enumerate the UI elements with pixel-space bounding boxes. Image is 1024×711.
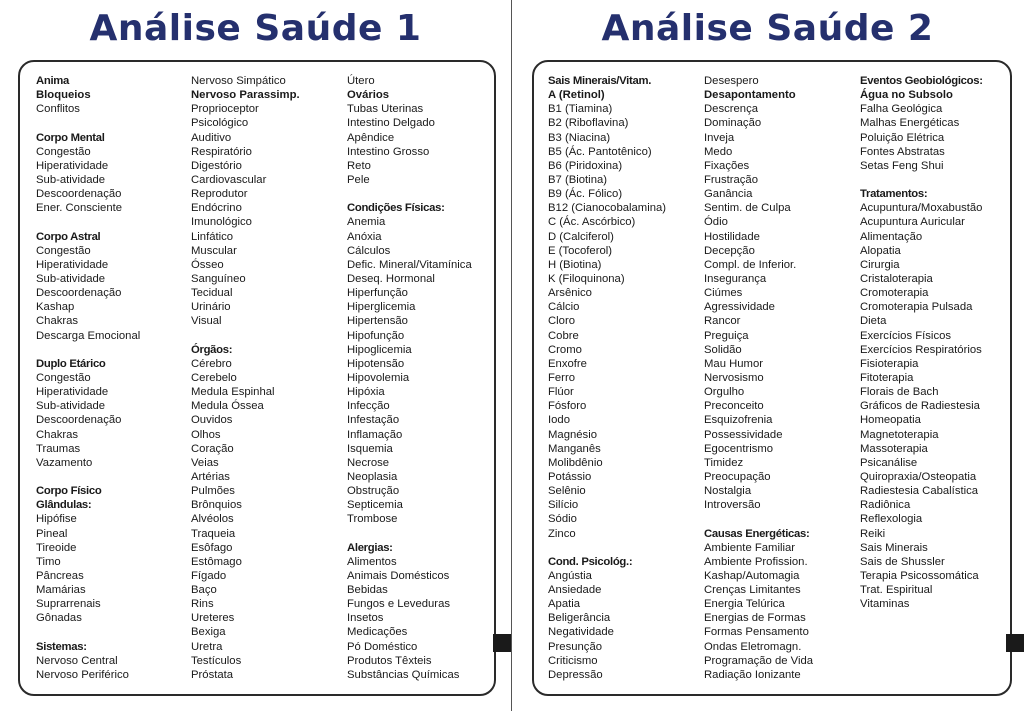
list-item: Auditivo bbox=[191, 131, 232, 144]
section-heading: Alergias: bbox=[347, 541, 393, 554]
list-item: Ureteres bbox=[191, 612, 235, 625]
list-item: B3 (Niacina) bbox=[548, 131, 611, 144]
list-item: E (Tocoferol) bbox=[548, 244, 613, 257]
section-heading: Condições Físicas: bbox=[347, 202, 445, 215]
list-item: H (Biotina) bbox=[548, 258, 602, 271]
list-item: Tubas Uterinas bbox=[347, 103, 424, 116]
list-item: Flúor bbox=[548, 386, 574, 399]
list-item: Silício bbox=[548, 499, 579, 512]
list-item: Negatividade bbox=[548, 626, 614, 639]
list-item: Hipotensão bbox=[347, 357, 405, 370]
list-item: Hostilidade bbox=[704, 230, 760, 243]
list-item: Intestino Grosso bbox=[347, 145, 430, 158]
list-item: Hipoglicemia bbox=[347, 343, 412, 356]
list-item: Sódio bbox=[548, 513, 577, 526]
list-item: Terapia Psicossomática bbox=[860, 569, 979, 582]
list-item: Suprarrenais bbox=[36, 598, 101, 611]
spacer bbox=[860, 173, 983, 187]
list-item: Acupuntura/Moxabustão bbox=[860, 202, 983, 215]
list-item: Nervosismo bbox=[704, 371, 764, 384]
list-item: Hiperatividade bbox=[36, 386, 109, 399]
list-item: Dieta bbox=[860, 315, 887, 328]
list-item: Cromoterapia bbox=[860, 287, 929, 300]
list-item: Hipertensão bbox=[347, 315, 408, 328]
list-item: Hiperatividade bbox=[36, 258, 109, 271]
list-item: Nervoso Parassimp. bbox=[191, 89, 300, 102]
list-item: Pulmões bbox=[191, 485, 235, 498]
spacer bbox=[36, 470, 140, 484]
list-item: Energia Telúrica bbox=[704, 598, 785, 611]
list-item: Congestão bbox=[36, 244, 91, 257]
list-item: Descoordenação bbox=[36, 287, 122, 300]
spacer bbox=[36, 343, 140, 357]
list-item: Necrose bbox=[347, 456, 390, 469]
list-item: Cálcio bbox=[548, 301, 580, 314]
list-item: Descoordenação bbox=[36, 188, 122, 201]
list-item: Trombose bbox=[347, 513, 398, 526]
list-item: Sais de Shussler bbox=[860, 555, 945, 568]
list-item: Nervoso Central bbox=[36, 654, 118, 667]
list-item: Urinário bbox=[191, 301, 231, 314]
list-item: Traqueia bbox=[191, 527, 236, 540]
list-item: Compl. de Inferior. bbox=[704, 258, 797, 271]
list-item: Iodo bbox=[548, 414, 570, 427]
list-item: Cloro bbox=[548, 315, 575, 328]
list-item: Zinco bbox=[548, 527, 576, 540]
list-item: Anemia bbox=[347, 216, 386, 229]
list-item: A (Retinol) bbox=[548, 89, 605, 102]
spacer bbox=[36, 625, 140, 639]
list-item: Útero bbox=[347, 75, 375, 87]
list-item: B7 (Biotina) bbox=[548, 173, 608, 186]
list-item: Coração bbox=[191, 442, 234, 455]
list-item: Uretra bbox=[191, 640, 223, 653]
list-item: Sub-atividade bbox=[36, 173, 106, 186]
list-item: Angústia bbox=[548, 569, 592, 582]
list-item: Baço bbox=[191, 584, 217, 597]
list-item: Septicemia bbox=[347, 499, 403, 512]
list-item: Sanguíneo bbox=[191, 272, 246, 285]
list-item: Neoplasia bbox=[347, 470, 398, 483]
section-heading: Sais Minerais/Vitam. bbox=[548, 75, 652, 87]
list-item: Inflamação bbox=[347, 428, 403, 441]
list-item: Depressão bbox=[548, 668, 603, 681]
spacer bbox=[548, 541, 666, 555]
checklist-column bbox=[347, 74, 472, 682]
list-item: Molibdênio bbox=[548, 456, 603, 469]
list-item: Estômago bbox=[191, 555, 242, 568]
list-item: Obstrução bbox=[347, 485, 400, 498]
list-item: Formas Pensamento bbox=[704, 626, 809, 639]
list-item: Reprodutor bbox=[191, 188, 248, 201]
list-item: Alvéolos bbox=[191, 513, 234, 526]
list-item: B5 (Ác. Pantotênico) bbox=[548, 145, 652, 158]
list-item: Água no Subsolo bbox=[860, 89, 953, 102]
list-item: Ambiente Profission. bbox=[704, 555, 808, 568]
list-item: Descrença bbox=[704, 103, 758, 116]
list-item: Poluição Elétrica bbox=[860, 131, 945, 144]
spacer bbox=[36, 116, 140, 130]
list-item: Arsênico bbox=[548, 287, 592, 300]
page-edge-marker bbox=[493, 634, 511, 652]
list-item: Bloqueios bbox=[36, 89, 91, 102]
list-item: Congestão bbox=[36, 145, 91, 158]
list-item: Mau Humor bbox=[704, 357, 764, 370]
section-heading: Anima bbox=[36, 75, 70, 87]
list-item: Hipófise bbox=[36, 513, 77, 526]
list-item: Cirurgia bbox=[860, 258, 900, 271]
page-edge-marker bbox=[1006, 634, 1024, 652]
section-heading: Cond. Psicológ.: bbox=[548, 555, 633, 568]
page-analise-saude-1 bbox=[0, 0, 511, 711]
spacer bbox=[704, 512, 813, 526]
list-item: Tecidual bbox=[191, 287, 233, 300]
list-item: Cristaloterapia bbox=[860, 272, 933, 285]
list-item: Manganês bbox=[548, 442, 601, 455]
list-item: Timo bbox=[36, 555, 61, 568]
list-item: Ondas Eletromagn. bbox=[704, 640, 802, 653]
list-item: Radiação Ionizante bbox=[704, 668, 801, 681]
list-item: Ferro bbox=[548, 371, 575, 384]
list-item: Congestão bbox=[36, 371, 91, 384]
section-heading: Corpo Astral bbox=[36, 230, 101, 243]
list-item: Homeopatia bbox=[860, 414, 921, 427]
list-item: Psicológico bbox=[191, 117, 249, 130]
list-item: Quiropraxia/Osteopatia bbox=[860, 470, 977, 483]
list-item: Cérebro bbox=[191, 357, 232, 370]
list-item: Gônadas bbox=[36, 612, 82, 625]
list-item: Fitoterapia bbox=[860, 371, 914, 384]
list-item: Introversão bbox=[704, 499, 761, 512]
list-item: Reflexologia bbox=[860, 513, 923, 526]
section-heading: Causas Energéticas: bbox=[704, 527, 810, 540]
list-item: Fungos e Leveduras bbox=[347, 598, 450, 611]
list-item: Pâncreas bbox=[36, 569, 84, 582]
list-item: Hipovolemia bbox=[347, 371, 410, 384]
list-item: Artérias bbox=[191, 470, 230, 483]
list-item: Nervoso Periférico bbox=[36, 668, 129, 681]
list-item: Anóxia bbox=[347, 230, 382, 243]
list-item: Bebidas bbox=[347, 584, 388, 597]
list-item: Beligerância bbox=[548, 612, 611, 625]
list-item: Falha Geológica bbox=[860, 103, 943, 116]
list-item: Desapontamento bbox=[704, 89, 796, 102]
list-item: Acupuntura Auricular bbox=[860, 216, 965, 229]
list-item: Bexiga bbox=[191, 626, 226, 639]
list-item: Descarga Emocional bbox=[36, 329, 141, 342]
list-item: Rins bbox=[191, 598, 214, 611]
list-item: Vazamento bbox=[36, 456, 93, 469]
list-item: Sub-atividade bbox=[36, 400, 106, 413]
list-item: Decepção bbox=[704, 244, 755, 257]
list-item: Tireoide bbox=[36, 541, 77, 554]
list-item: Alimentação bbox=[860, 230, 923, 243]
list-item: B12 (Cianocobalamina) bbox=[548, 202, 667, 215]
list-item: C (Ác. Ascórbico) bbox=[548, 216, 636, 229]
list-item: Cobre bbox=[548, 329, 579, 342]
list-item: Cromo bbox=[548, 343, 582, 356]
list-item: Psicanálise bbox=[860, 456, 918, 469]
checklist-column bbox=[704, 74, 813, 682]
list-item: Substâncias Químicas bbox=[347, 668, 460, 681]
list-item: Energias de Formas bbox=[704, 612, 806, 625]
list-item: Fígado bbox=[191, 569, 227, 582]
list-item: Respiratório bbox=[191, 145, 252, 158]
list-item: Ener. Consciente bbox=[36, 202, 123, 215]
list-item: Radiônica bbox=[860, 499, 911, 512]
list-item: Veias bbox=[191, 456, 219, 469]
list-item: Fixações bbox=[704, 159, 750, 172]
spacer bbox=[36, 215, 140, 229]
list-item: Hiperfunção bbox=[347, 287, 408, 300]
list-item: Preguiça bbox=[704, 329, 749, 342]
list-item: Cálculos bbox=[347, 244, 391, 257]
spacer bbox=[347, 527, 472, 541]
list-item: Rancor bbox=[704, 315, 741, 328]
list-item: Hipóxia bbox=[347, 386, 385, 399]
list-item: Esôfago bbox=[191, 541, 233, 554]
list-item: Digestório bbox=[191, 159, 242, 172]
list-item: Reiki bbox=[860, 527, 886, 540]
list-item: Timidez bbox=[704, 456, 744, 469]
list-item: Setas Feng Shui bbox=[860, 159, 944, 172]
spacer bbox=[191, 329, 300, 343]
list-item: Ganância bbox=[704, 188, 753, 201]
list-item: Sais Minerais bbox=[860, 541, 928, 554]
list-item: Solidão bbox=[704, 343, 742, 356]
list-item: Frustração bbox=[704, 173, 758, 186]
list-item: Infecção bbox=[347, 400, 390, 413]
list-item: Isquemia bbox=[347, 442, 393, 455]
page-title: Análise Saúde 2 bbox=[601, 8, 934, 49]
checklist-column bbox=[860, 74, 983, 611]
list-item: Fósforo bbox=[548, 400, 587, 413]
section-heading: Corpo Físico bbox=[36, 485, 102, 498]
section-heading: Corpo Mental bbox=[36, 131, 105, 144]
list-item: Trat. Espiritual bbox=[860, 584, 933, 597]
list-item: Testículos bbox=[191, 654, 242, 667]
checklist-panel bbox=[532, 60, 1012, 696]
section-heading: Glândulas: bbox=[36, 499, 92, 512]
list-item: Imunológico bbox=[191, 216, 252, 229]
list-item: Egocentrismo bbox=[704, 442, 774, 455]
list-item: Insegurança bbox=[704, 272, 767, 285]
list-item: Ciúmes bbox=[704, 287, 743, 300]
list-item: Endócrino bbox=[191, 202, 242, 215]
list-item: Massoterapia bbox=[860, 442, 928, 455]
checklist-column bbox=[548, 74, 666, 682]
list-item: Ósseo bbox=[191, 258, 224, 271]
list-item: Reto bbox=[347, 159, 371, 172]
list-item: Visual bbox=[191, 315, 222, 328]
list-item: Hipofunção bbox=[347, 329, 405, 342]
list-item: Pineal bbox=[36, 527, 68, 540]
list-item: Fisioterapia bbox=[860, 357, 919, 370]
section-heading: Órgãos: bbox=[191, 343, 233, 356]
list-item: K (Filoquinona) bbox=[548, 272, 625, 285]
list-item: Exercícios Respiratórios bbox=[860, 343, 982, 356]
list-item: Descoordenação bbox=[36, 414, 122, 427]
list-item: Chakras bbox=[36, 428, 79, 441]
list-item: Nostalgia bbox=[704, 485, 752, 498]
list-item: B9 (Ác. Fólico) bbox=[548, 188, 623, 201]
spacer bbox=[347, 187, 472, 201]
list-item: Exercícios Físicos bbox=[860, 329, 952, 342]
list-item: Apatia bbox=[548, 598, 581, 611]
list-item: Ansiedade bbox=[548, 584, 602, 597]
list-item: Deseq. Hormonal bbox=[347, 272, 435, 285]
list-item: Magnésio bbox=[548, 428, 597, 441]
list-item: B6 (Piridoxina) bbox=[548, 159, 623, 172]
list-item: B2 (Riboflavina) bbox=[548, 117, 629, 130]
list-item: Insetos bbox=[347, 612, 384, 625]
list-item: Magnetoterapia bbox=[860, 428, 939, 441]
list-item: Alimentos bbox=[347, 555, 397, 568]
list-item: Vitaminas bbox=[860, 598, 910, 611]
list-item: Dominação bbox=[704, 117, 762, 130]
list-item: Ódio bbox=[704, 216, 728, 229]
list-item: Radiestesia Cabalística bbox=[860, 485, 979, 498]
list-item: Cerebelo bbox=[191, 371, 237, 384]
list-item: Programação de Vida bbox=[704, 654, 814, 667]
list-item: Cardiovascular bbox=[191, 173, 267, 186]
list-item: Desespero bbox=[704, 75, 759, 87]
section-heading: Tratamentos: bbox=[860, 188, 928, 201]
list-item: Ovários bbox=[347, 89, 390, 102]
list-item: Enxofre bbox=[548, 357, 587, 370]
list-item: Linfático bbox=[191, 230, 234, 243]
list-item: Pele bbox=[347, 173, 370, 186]
list-item: Malhas Energéticas bbox=[860, 117, 960, 130]
list-item: Conflitos bbox=[36, 103, 80, 116]
list-item: Traumas bbox=[36, 442, 81, 455]
list-item: Medula Óssea bbox=[191, 400, 264, 413]
page-analise-saude-2 bbox=[512, 0, 1023, 711]
list-item: Criticismo bbox=[548, 654, 598, 667]
section-heading: Eventos Geobiológicos: bbox=[860, 75, 983, 87]
list-item: D (Calciferol) bbox=[548, 230, 614, 243]
list-item: Pó Doméstico bbox=[347, 640, 418, 653]
list-item: Proprioceptor bbox=[191, 103, 259, 116]
list-item: Preocupação bbox=[704, 470, 771, 483]
list-item: Intestino Delgado bbox=[347, 117, 435, 130]
list-item: Apêndice bbox=[347, 131, 395, 144]
list-item: Presunção bbox=[548, 640, 603, 653]
list-item: Inveja bbox=[704, 131, 735, 144]
list-item: Possessividade bbox=[704, 428, 783, 441]
list-item: Defic. Mineral/Vitamínica bbox=[347, 258, 472, 271]
list-item: Esquizofrenia bbox=[704, 414, 773, 427]
section-heading: Sistemas: bbox=[36, 640, 87, 653]
list-item: Chakras bbox=[36, 315, 79, 328]
list-item: Ouvidos bbox=[191, 414, 233, 427]
list-item: Hiperatividade bbox=[36, 159, 109, 172]
list-item: Nervoso Simpático bbox=[191, 75, 286, 87]
list-item: Agressividade bbox=[704, 301, 775, 314]
list-item: Mamárias bbox=[36, 584, 86, 597]
page-title: Análise Saúde 1 bbox=[89, 8, 422, 49]
list-item: Infestação bbox=[347, 414, 400, 427]
list-item: Hiperglicemia bbox=[347, 301, 416, 314]
list-item: Muscular bbox=[191, 244, 237, 257]
list-item: Crenças Limitantes bbox=[704, 584, 801, 597]
section-heading: Duplo Etárico bbox=[36, 357, 106, 370]
list-item: Medo bbox=[704, 145, 733, 158]
list-item: Fontes Abstratas bbox=[860, 145, 945, 158]
list-item: Animais Domésticos bbox=[347, 569, 450, 582]
list-item: Florais de Bach bbox=[860, 386, 939, 399]
list-item: Próstata bbox=[191, 668, 234, 681]
list-item: Ambiente Familiar bbox=[704, 541, 796, 554]
list-item: Medula Espinhal bbox=[191, 386, 275, 399]
list-item: Medicações bbox=[347, 626, 408, 639]
list-item: Kashap/Automagia bbox=[704, 569, 800, 582]
list-item: Olhos bbox=[191, 428, 221, 441]
list-item: Brônquios bbox=[191, 499, 242, 512]
list-item: B1 (Tiamina) bbox=[548, 103, 613, 116]
list-item: Sentim. de Culpa bbox=[704, 202, 791, 215]
list-item: Orgulho bbox=[704, 386, 745, 399]
checklist-column bbox=[191, 74, 300, 682]
checklist-column bbox=[36, 74, 140, 682]
list-item: Alopatia bbox=[860, 244, 901, 257]
list-item: Preconceito bbox=[704, 400, 764, 413]
checklist-panel bbox=[18, 60, 496, 696]
list-item: Gráficos de Radiestesia bbox=[860, 400, 980, 413]
list-item: Cromoterapia Pulsada bbox=[860, 301, 973, 314]
list-item: Sub-atividade bbox=[36, 272, 106, 285]
list-item: Kashap bbox=[36, 301, 75, 314]
list-item: Selênio bbox=[548, 485, 586, 498]
list-item: Potássio bbox=[548, 470, 592, 483]
list-item: Produtos Têxteis bbox=[347, 654, 432, 667]
